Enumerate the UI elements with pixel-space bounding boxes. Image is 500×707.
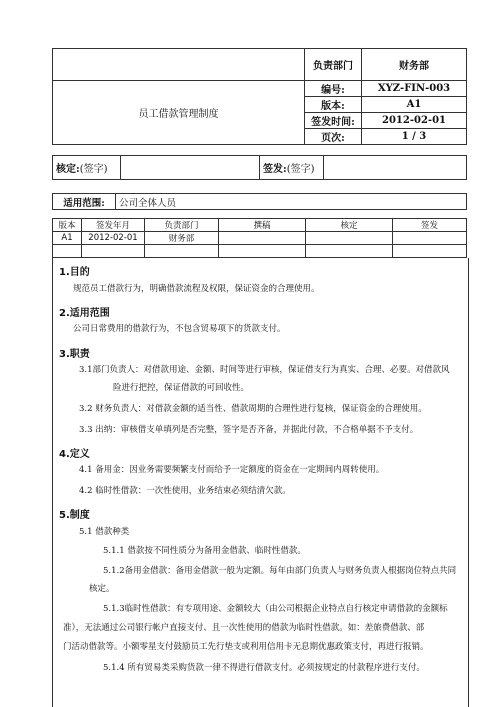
table-cell xyxy=(219,232,306,245)
paragraph: 5.1.2备用金借款：备用金借款一般为定额。每年由部门负责人与财务负责人根据岗位特点共同 xyxy=(103,566,457,576)
paragraph: 险进行把控，保证借款的可回收性。 xyxy=(113,383,250,393)
paragraph: 核定。 xyxy=(89,584,115,594)
code-value: XYZ-FIN-003 xyxy=(362,81,467,97)
paragraph: 3.2 财务负责人：对借款金额的适当性、借款周期的合理性进行复核，保证资金的合理使用。 xyxy=(79,404,427,414)
issue-value: (签字) xyxy=(286,164,315,175)
issue-label: 签发: xyxy=(263,164,287,175)
dept-value: 财务部 xyxy=(362,49,467,81)
paragraph: 3.3 出纳：审核借支单填列是否完整，签字是否齐备，并据此付款，不合格单据不予支付。 xyxy=(79,425,419,435)
document-page xyxy=(52,48,467,258)
version-table xyxy=(52,218,467,258)
issue-sign-box xyxy=(324,156,467,180)
dept-label: 负责部门 xyxy=(305,49,362,81)
section-title: 3.职责 xyxy=(59,349,90,360)
signature-table xyxy=(52,155,467,180)
header-table xyxy=(52,48,467,145)
approve-sign-box xyxy=(121,156,260,180)
version-label: 版本: xyxy=(305,97,362,113)
paragraph: 5.1.4 所有贸易类采购货款一律不得进行借款支付。必须按规定的付款程序进行支付。 xyxy=(103,663,425,673)
paragraph: 5.1 借款种类 xyxy=(79,527,130,537)
paragraph: 4.2 临时性借款：一次性使用，业务结束必须结清欠款。 xyxy=(79,486,291,496)
section-title: 2.适用范围 xyxy=(59,308,110,319)
paragraph: 3.1部门负责人：对借款用途、金额、时间等进行审核，保证借支行为真实、合理、必要。对借款风 xyxy=(79,365,450,375)
issue-date-label: 签发时间: xyxy=(305,113,362,129)
table-cell xyxy=(393,232,467,245)
page-value: 1 / 3 xyxy=(362,129,467,145)
approve-label: 核定: xyxy=(56,164,80,175)
col-header: 版本 xyxy=(53,219,82,232)
col-header: 核定 xyxy=(306,219,393,232)
doc-title: 员工借款管理制度 xyxy=(53,81,305,145)
paragraph: 门活动借款等。小额零星支付鼓励员工先行垫支或利用信用卡无息期优惠政策支付，再进行报销。 xyxy=(63,642,429,652)
col-header: 负责部门 xyxy=(145,219,219,232)
col-header: 撰稿 xyxy=(219,219,306,232)
paragraph: 5.1.1 借款按不同性质分为备用金借款、临时性借款。 xyxy=(103,546,306,556)
col-header: 签发 xyxy=(393,219,467,232)
table-cell xyxy=(306,232,393,245)
page-label: 页次: xyxy=(305,129,362,145)
table-cell: 财务部 xyxy=(145,232,219,245)
scope-value: 公司全体人员 xyxy=(116,194,467,210)
paragraph: 规范员工借款行为，明确借款流程及权限，保证资金的合理使用。 xyxy=(73,284,320,294)
scope-table xyxy=(52,193,467,210)
paragraph: 准），无法通过公司银行帐户直接支付、且一次性使用的借款为临时性借款。如：差旅费借款、部 xyxy=(63,623,425,633)
paragraph: 公司日常费用的借款行为，不包含贸易项下的货款支付。 xyxy=(73,324,286,334)
version-value: A1 xyxy=(362,97,467,113)
paragraph: 4.1 备用金：因业务需要频繁支付而给予一定额度的资金在一定期间内周转使用。 xyxy=(79,465,385,475)
issue-date-value: 2012-02-01 xyxy=(362,113,467,129)
section-title: 4.定义 xyxy=(59,449,90,460)
section-title: 1.目的 xyxy=(59,267,90,278)
table-cell: A1 xyxy=(53,232,82,245)
scope-label: 适用范围: xyxy=(53,194,116,210)
code-label: 编号: xyxy=(305,81,362,97)
document-body xyxy=(52,258,469,707)
col-header: 签发年月 xyxy=(82,219,145,232)
table-cell: 2012-02-01 xyxy=(82,232,145,245)
section-title: 5.制度 xyxy=(59,510,90,521)
paragraph: 5.1.3临时性借款：有专项用途、金额较大（由公司根据企业特点自行核定申请借款的金额标 xyxy=(103,604,448,614)
approve-value: (签字) xyxy=(79,164,108,175)
